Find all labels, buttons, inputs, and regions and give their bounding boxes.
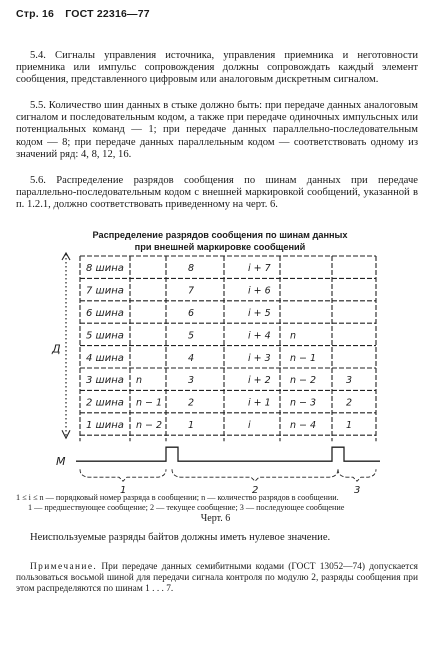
m-axis-label: М	[56, 455, 66, 469]
m-signal-line	[76, 447, 380, 461]
paragraph-5-6: 5.6. Распределение разрядов сообщения по шинам данных при передаче параллельно-последовательным кодом с внешней маркировкой сообщений, указанной в п. 1.2.1, должно соответствовать приведенному на черт. 6.	[16, 175, 418, 211]
legend-line-2: 1 — предшествующее сообщение; 2 — текущее сообщение; 3 — последующее сообщение	[28, 503, 345, 512]
note-heading: Примечание.	[30, 562, 98, 572]
bit-cell: i + 2	[248, 375, 271, 387]
bit-cell: n − 4	[290, 420, 317, 432]
bit-cell: 2	[346, 397, 353, 409]
message-bracket	[80, 469, 166, 481]
paragraph-5-4: 5.4. Сигналы управления источника, управления приемника и неготовности приемника или импульс сопровождения должны сопровождать каждый элемент сообщения, представленного цифровым или аналоговым дискретным сигналом.	[16, 50, 418, 86]
bit-cell: n − 1	[136, 397, 163, 409]
diagram-cells	[86, 263, 352, 431]
paragraph-5-5: 5.5. Количество шин данных в стыке должно быть: при передаче данных аналоговым сигналом и последовательным кодом, а также при передаче одиночных импульсных или потенциальных команд — 1; при передаче данных параллельно-последовательным кодом — 8; при передаче данных параллельным кодом — соответствовать одному из значений ряд: 4, 8, 12, 16.	[16, 100, 418, 160]
bit-cell: 1	[346, 420, 353, 432]
bit-cell: 2	[188, 397, 195, 409]
bit-cell: n	[290, 330, 297, 342]
diagram-grid	[80, 256, 376, 441]
bus-label: 1 шина	[86, 420, 124, 432]
message-bracket	[338, 469, 376, 481]
bus-label: 8 шина	[86, 263, 124, 275]
bit-cell: 8	[188, 263, 195, 275]
bit-cell: 5	[188, 330, 195, 342]
bus-label: 4 шина	[86, 352, 124, 364]
bus-label: 2 шина	[86, 397, 124, 409]
figure-caption: Черт. 6	[200, 513, 231, 524]
bit-cell: i + 5	[248, 308, 271, 320]
bus-label: 3 шина	[86, 375, 124, 387]
bus-distribution-diagram	[48, 252, 393, 497]
message-bracket	[172, 469, 338, 481]
note-text: При передаче данных семибитными кодами (ГОСТ 13052—74) допускается пользоваться восьмой шиной для передачи сигнала контроля по модулю 2, разряды сообщения при этом распределяются по шинам 1 . . . 7.	[16, 562, 418, 594]
paragraph-unused-bits: Неиспользуемые разряды байтов должны иметь нулевое значение.	[30, 532, 331, 543]
bit-cell: n − 1	[290, 352, 317, 364]
bit-cell: i + 6	[248, 285, 271, 297]
bit-cell: n	[136, 375, 143, 387]
bus-label: 7 шина	[86, 285, 124, 297]
bit-cell: i + 4	[248, 330, 271, 342]
note	[16, 562, 418, 595]
bit-cell: n − 2	[290, 375, 317, 387]
bit-cell: n − 2	[136, 420, 163, 432]
standard-code: ГОСТ 22316—77	[65, 8, 150, 20]
bit-cell: 4	[188, 352, 195, 364]
page-number: Стр. 16	[16, 8, 55, 20]
bit-cell: 7	[188, 285, 195, 297]
diagram-title-line-1: Распределение разрядов сообщения по шинам данных	[92, 230, 348, 240]
d-axis-label: Д	[52, 342, 61, 356]
bit-cell: 3	[346, 375, 353, 387]
message-marker-label: 3	[354, 485, 361, 497]
page-header	[16, 8, 158, 20]
legend-line-1: 1 ≤ i ≤ n — порядковый номер разряда в сообщении; n — количество разрядов в сообщении.	[16, 493, 339, 502]
message-marker-label: 2	[252, 485, 259, 497]
bit-cell: i + 7	[248, 263, 271, 275]
diagram-title	[60, 229, 380, 253]
bit-cell: 6	[188, 308, 195, 320]
bus-label: 6 шина	[86, 308, 124, 320]
bit-cell: i	[248, 420, 251, 432]
bit-cell: 3	[188, 375, 195, 387]
diagram-title-line-2: при внешней маркировке сообщений	[134, 242, 306, 252]
bit-cell: i + 3	[248, 352, 271, 364]
figure-legend	[16, 493, 418, 513]
message-marker-label: 1	[120, 485, 127, 497]
bit-cell: n − 3	[290, 397, 317, 409]
bit-cell: i + 1	[248, 397, 271, 409]
bus-label: 5 шина	[86, 330, 124, 342]
bit-cell: 1	[188, 420, 195, 432]
